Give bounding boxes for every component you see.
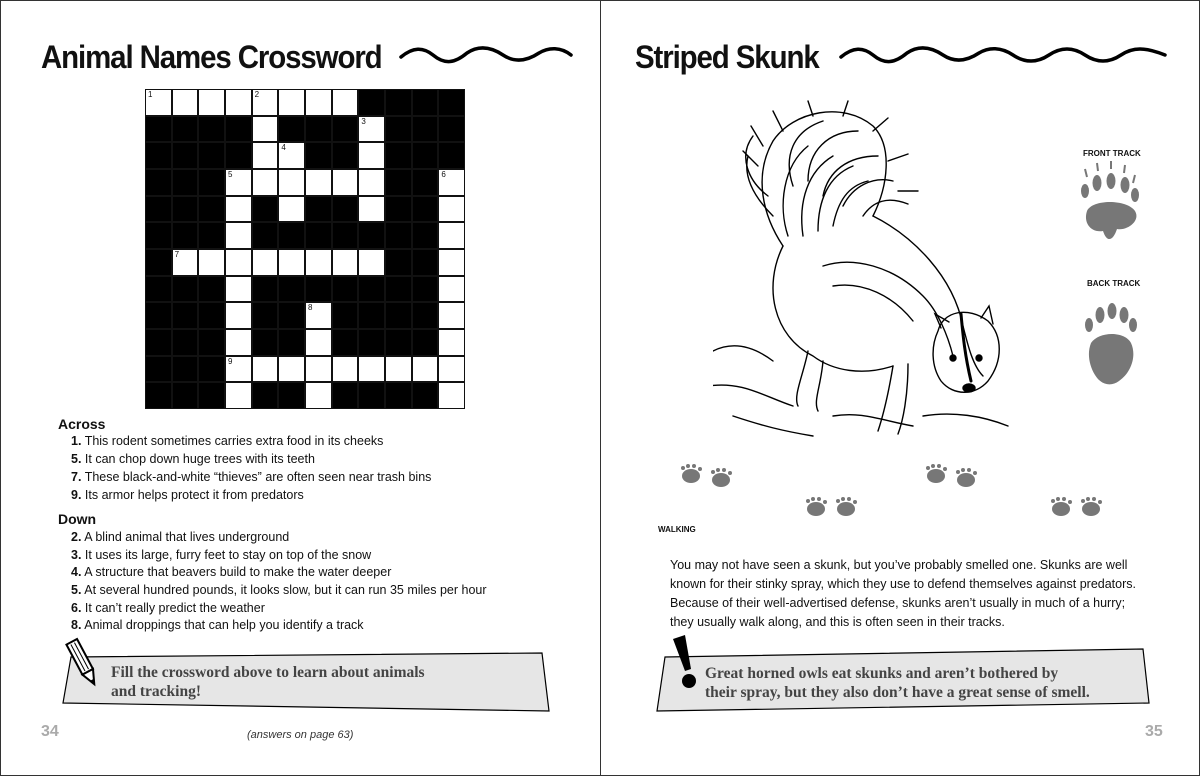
crossword-title: Animal Names Crossword xyxy=(41,39,382,75)
crossword-cell[interactable] xyxy=(438,302,465,329)
down-clue-2: 2. A blind animal that lives underground xyxy=(71,530,290,544)
crossword-block xyxy=(385,382,412,409)
back-paw-print-icon xyxy=(1081,301,1141,391)
crossword-cell[interactable] xyxy=(438,276,465,303)
crossword-block xyxy=(172,356,199,383)
crossword-block xyxy=(438,116,465,143)
front-track-label: FRONT TRACK xyxy=(1083,149,1141,158)
crossword-cell[interactable] xyxy=(278,89,305,116)
crossword-block xyxy=(385,89,412,116)
crossword-block xyxy=(305,196,332,223)
crossword-cell[interactable] xyxy=(278,249,305,276)
crossword-block xyxy=(332,116,359,143)
crossword-cell[interactable] xyxy=(438,249,465,276)
crossword-cell[interactable] xyxy=(438,382,465,409)
crossword-cell[interactable] xyxy=(332,249,359,276)
down-clue-4: 4. A structure that beavers build to make the water deeper xyxy=(71,565,392,579)
crossword-block xyxy=(332,142,359,169)
down-clue-6: 6. It can’t really predict the weather xyxy=(71,601,265,615)
crossword-block xyxy=(305,116,332,143)
across-clue-5: 5. It can chop down huge trees with its teeth xyxy=(71,452,315,466)
crossword-cell[interactable] xyxy=(278,142,305,169)
crossword-block xyxy=(225,116,252,143)
clue-number: 6 xyxy=(441,170,446,179)
crossword-cell[interactable] xyxy=(412,356,439,383)
crossword-block xyxy=(412,382,439,409)
crossword-block xyxy=(358,276,385,303)
crossword-cell[interactable] xyxy=(385,356,412,383)
crossword-block xyxy=(278,329,305,356)
clue-number: 9 xyxy=(228,356,233,366)
page-number: 35 xyxy=(1145,723,1163,740)
crossword-cell[interactable] xyxy=(252,356,279,383)
crossword-block xyxy=(172,142,199,169)
right-page xyxy=(600,0,1200,776)
crossword-block xyxy=(252,276,279,303)
clue-number: 3 xyxy=(361,116,366,126)
crossword-cell[interactable] xyxy=(332,169,359,196)
crossword-block xyxy=(332,329,359,356)
crossword-block xyxy=(358,302,385,329)
crossword-cell[interactable] xyxy=(225,222,252,249)
crossword-cell[interactable] xyxy=(278,356,305,383)
crossword-block xyxy=(358,222,385,249)
crossword-cell[interactable] xyxy=(225,276,252,303)
crossword-cell[interactable] xyxy=(278,196,305,223)
crossword-cell[interactable] xyxy=(358,249,385,276)
crossword-block xyxy=(145,116,172,143)
crossword-block xyxy=(278,302,305,329)
crossword-cell[interactable] xyxy=(305,169,332,196)
crossword-block xyxy=(145,329,172,356)
crossword-cell[interactable] xyxy=(358,142,385,169)
crossword-cell[interactable] xyxy=(172,89,199,116)
crossword-cell[interactable] xyxy=(225,89,252,116)
crossword-block xyxy=(198,116,225,143)
down-clue-5: 5. At several hundred pounds, it looks slow, but it can run 35 miles per hour xyxy=(71,583,487,597)
down-clue-3: 3. It uses its large, furry feet to stay on top of the snow xyxy=(71,548,372,562)
across-clue-1: 1. This rodent sometimes carries extra food in its cheeks xyxy=(71,434,384,448)
crossword-cell[interactable] xyxy=(305,356,332,383)
squiggle-decoration xyxy=(399,41,574,71)
crossword-grid xyxy=(145,89,465,409)
crossword-cell[interactable] xyxy=(225,356,252,383)
crossword-block xyxy=(412,329,439,356)
paw-print-icon xyxy=(1051,497,1102,516)
crossword-block xyxy=(412,302,439,329)
across-clue-9: 9. Its armor helps protect it from predators xyxy=(71,488,304,502)
pencil-icon xyxy=(65,637,101,689)
crossword-cell[interactable] xyxy=(358,116,385,143)
crossword-cell[interactable] xyxy=(278,169,305,196)
crossword-block xyxy=(172,116,199,143)
crossword-block xyxy=(385,196,412,223)
crossword-block xyxy=(198,329,225,356)
front-paw-print-icon xyxy=(1077,161,1147,256)
crossword-cell[interactable] xyxy=(252,89,279,116)
crossword-cell[interactable] xyxy=(438,222,465,249)
crossword-cell[interactable] xyxy=(305,382,332,409)
crossword-cell[interactable] xyxy=(225,196,252,223)
crossword-cell[interactable] xyxy=(225,329,252,356)
crossword-block xyxy=(198,356,225,383)
crossword-block xyxy=(385,222,412,249)
exclamation-icon xyxy=(669,633,705,693)
crossword-block xyxy=(305,142,332,169)
crossword-block xyxy=(385,329,412,356)
crossword-cell[interactable] xyxy=(252,142,279,169)
crossword-cell[interactable] xyxy=(198,89,225,116)
squiggle-decoration xyxy=(839,41,1169,71)
crossword-block xyxy=(305,276,332,303)
crossword-block xyxy=(385,276,412,303)
crossword-block xyxy=(412,196,439,223)
crossword-block xyxy=(332,196,359,223)
crossword-block xyxy=(198,302,225,329)
crossword-cell[interactable] xyxy=(332,356,359,383)
clue-number: 1 xyxy=(148,90,153,99)
down-clue-8: 8. Animal droppings that can help you identify a track xyxy=(71,618,364,632)
crossword-block xyxy=(252,302,279,329)
crossword-block xyxy=(385,169,412,196)
crossword-block xyxy=(145,142,172,169)
crossword-block xyxy=(172,382,199,409)
walking-label: WALKING xyxy=(658,525,696,534)
crossword-block xyxy=(198,222,225,249)
crossword-block xyxy=(358,89,385,116)
crossword-block xyxy=(412,222,439,249)
clue-number: 8 xyxy=(308,303,313,313)
crossword-cell[interactable] xyxy=(305,302,332,329)
clue-number: 4 xyxy=(281,143,286,153)
crossword-block xyxy=(145,249,172,276)
crossword-block xyxy=(172,169,199,196)
crossword-block xyxy=(198,142,225,169)
paw-print-icon xyxy=(926,464,977,487)
crossword-block xyxy=(385,142,412,169)
crossword-block xyxy=(145,196,172,223)
crossword-block xyxy=(198,169,225,196)
crossword-block xyxy=(252,382,279,409)
skunk-paragraph: You may not have seen a skunk, but you’ve probably smelled one. Skunks are well known for their stinky spray, which they use to defend themselves against predators. Because of their well-advertised defense, skunks aren’t usually in much of a hurry; they usually walk along, and this is often seen in their tracks. xyxy=(670,558,1136,629)
crossword-block xyxy=(438,89,465,116)
crossword-cell[interactable] xyxy=(145,89,172,116)
crossword-cell[interactable] xyxy=(225,169,252,196)
callout-text: Fill the crossword above to learn about animals and tracking! xyxy=(111,664,425,700)
crossword-block xyxy=(305,222,332,249)
paw-print-icon xyxy=(806,497,857,516)
crossword-block xyxy=(198,276,225,303)
crossword-cell[interactable] xyxy=(358,196,385,223)
crossword-block xyxy=(412,142,439,169)
paw-print-icon xyxy=(681,464,732,487)
crossword-block xyxy=(278,382,305,409)
crossword-cell[interactable] xyxy=(252,249,279,276)
crossword-block xyxy=(438,142,465,169)
callout-text: Great horned owls eat skunks and aren’t bothered by their spray, but they also don’t have a great sense of smell. xyxy=(705,665,1090,701)
crossword-cell[interactable] xyxy=(305,89,332,116)
crossword-block xyxy=(172,276,199,303)
down-heading: Down xyxy=(58,511,97,527)
crossword-block xyxy=(198,196,225,223)
crossword-block xyxy=(278,222,305,249)
crossword-block xyxy=(412,249,439,276)
crossword-cell[interactable] xyxy=(225,382,252,409)
crossword-block xyxy=(145,382,172,409)
crossword-cell[interactable] xyxy=(438,356,465,383)
crossword-cell[interactable] xyxy=(438,329,465,356)
answers-footnote: (answers on page 63) xyxy=(247,729,354,741)
crossword-block xyxy=(332,222,359,249)
crossword-cell[interactable] xyxy=(358,356,385,383)
crossword-block xyxy=(145,222,172,249)
crossword-block xyxy=(252,329,279,356)
clue-number: 5 xyxy=(228,170,233,179)
across-clue-7: 7. These black-and-white “thieves” are often seen near trash bins xyxy=(71,470,432,484)
crossword-block xyxy=(412,89,439,116)
crossword-cell[interactable] xyxy=(305,329,332,356)
crossword-cell[interactable] xyxy=(172,249,199,276)
crossword-block xyxy=(252,196,279,223)
clue-number: 2 xyxy=(254,90,260,99)
crossword-block xyxy=(278,116,305,143)
skunk-illustration xyxy=(713,96,1013,446)
clue-number: 7 xyxy=(174,250,180,259)
back-track-label: BACK TRACK xyxy=(1087,279,1141,288)
page-number: 34 xyxy=(41,723,59,740)
crossword-cell[interactable] xyxy=(198,249,225,276)
crossword-cell[interactable] xyxy=(252,116,279,143)
crossword-block xyxy=(198,382,225,409)
crossword-block xyxy=(172,329,199,356)
crossword-block xyxy=(145,356,172,383)
crossword-block xyxy=(278,276,305,303)
crossword-block xyxy=(332,276,359,303)
crossword-block xyxy=(172,196,199,223)
crossword-block xyxy=(385,302,412,329)
walking-tracks xyxy=(671,461,1151,521)
crossword-block xyxy=(172,222,199,249)
crossword-block xyxy=(358,329,385,356)
crossword-block xyxy=(145,169,172,196)
crossword-cell[interactable] xyxy=(438,196,465,223)
crossword-cell[interactable] xyxy=(358,169,385,196)
crossword-block xyxy=(172,302,199,329)
crossword-cell[interactable] xyxy=(305,249,332,276)
crossword-block xyxy=(332,382,359,409)
crossword-block xyxy=(412,169,439,196)
crossword-block xyxy=(385,249,412,276)
crossword-cell[interactable] xyxy=(332,89,359,116)
crossword-cell[interactable] xyxy=(438,169,465,196)
crossword-cell[interactable] xyxy=(225,249,252,276)
crossword-cell[interactable] xyxy=(225,302,252,329)
across-heading: Across xyxy=(58,416,106,432)
crossword-cell[interactable] xyxy=(252,169,279,196)
crossword-block xyxy=(385,116,412,143)
crossword-block xyxy=(145,302,172,329)
crossword-block xyxy=(412,276,439,303)
crossword-block xyxy=(332,302,359,329)
crossword-block xyxy=(412,116,439,143)
crossword-block xyxy=(225,142,252,169)
crossword-block xyxy=(145,276,172,303)
crossword-block xyxy=(358,382,385,409)
skunk-title: Striped Skunk xyxy=(635,39,819,75)
crossword-block xyxy=(252,222,279,249)
